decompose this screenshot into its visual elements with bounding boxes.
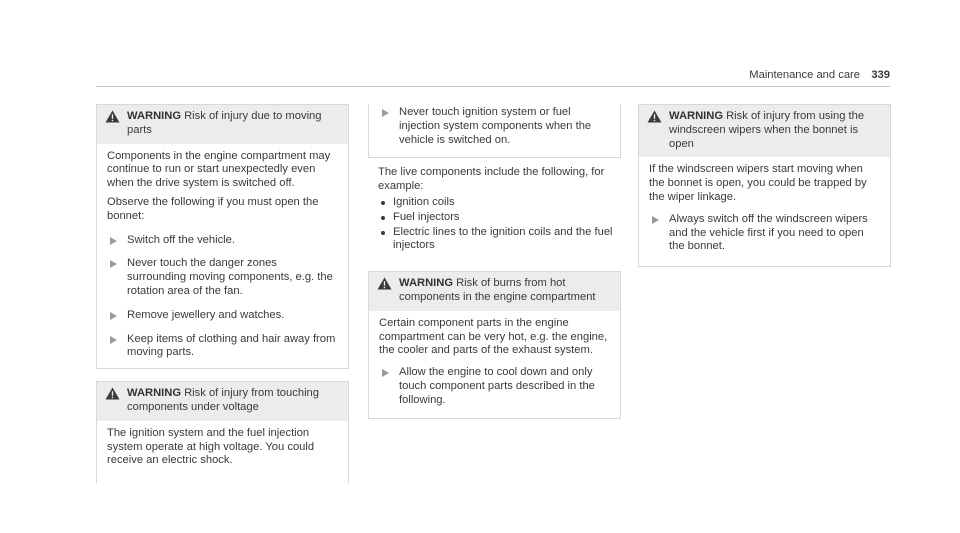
warning-title: Risk of injury from using the windscreen wipers when the bonnet is open [669, 110, 865, 150]
list-item-text: Fuel injectors [393, 210, 460, 223]
column-3 [638, 104, 891, 267]
step-item [107, 333, 338, 361]
arrow-right-icon [110, 260, 117, 268]
step-text: Allow the engine to cool down and only touch component parts described in the following. [399, 366, 595, 406]
warning-hot-components [368, 271, 621, 418]
step-item [379, 106, 610, 147]
list-item-text: Ignition coils [393, 195, 455, 208]
step-text: Never touch the danger zones surrounding moving components, e.g. the rotation area of the fan. [127, 257, 333, 297]
list-item [378, 196, 621, 210]
arrow-right-icon [110, 336, 117, 344]
bullet-dot [381, 231, 385, 235]
warning-word: WARNING [399, 277, 454, 290]
step-text: Always switch off the windscreen wipers and the vehicle first if you need to open the bonnet. [669, 212, 868, 253]
step-item [107, 309, 338, 323]
warning-paragraph: If the windscreen wipers start moving when the bonnet is open, you could be trapped by the wiper linkage. [649, 163, 867, 203]
warning-paragraph: Observe the following if you must open the bonnet: [107, 195, 319, 222]
warning-word: WARNING [127, 387, 182, 400]
arrow-right-icon [652, 216, 659, 224]
bullet-dot [381, 201, 385, 205]
step-text: Switch off the vehicle. [127, 233, 235, 246]
intro-text: The live components include the following, for example: [378, 166, 605, 193]
warning-word: WARNING [127, 110, 182, 122]
warning-title: Risk of injury due to moving parts [127, 110, 322, 136]
page-number: 339 [871, 69, 890, 81]
list-item [378, 226, 621, 254]
warning-word: WARNING [669, 110, 724, 122]
step-item [107, 257, 338, 298]
warning-triangle-icon [105, 387, 120, 400]
page-header [96, 66, 890, 87]
warning-triangle-icon [105, 110, 120, 123]
warning-voltage-continued [368, 104, 621, 158]
list-item [378, 211, 621, 225]
arrow-right-icon [382, 369, 389, 377]
warning-moving-parts [96, 104, 349, 369]
arrow-right-icon [110, 237, 117, 245]
step-item [107, 234, 338, 248]
warning-paragraph: The ignition system and the fuel injection system operate at high voltage. You could receive an electric shock. [107, 426, 315, 467]
step-text: Remove jewellery and watches. [127, 308, 285, 321]
live-components-section [368, 166, 621, 253]
column-1 [96, 104, 349, 483]
warning-paragraph: Certain component parts in the engine compartment can be very hot, e.g. the engine, the cooler and parts of the exhaust system. [379, 316, 608, 357]
warning-title: Risk of injury from touching components under voltage [127, 387, 320, 413]
bullet-dot [381, 216, 385, 220]
step-item [649, 213, 880, 254]
warning-body [639, 157, 890, 266]
step-text: Keep items of clothing and hair away from moving parts. [127, 332, 336, 359]
arrow-right-icon [110, 312, 117, 320]
warning-body [369, 311, 620, 418]
warning-body [97, 421, 348, 483]
warning-windscreen-wipers [638, 104, 891, 267]
section-title: Maintenance and care [749, 69, 860, 81]
warning-paragraph: Components in the engine compartment may continue to run or start unexpectedly even when the drive system is switched off. [107, 149, 331, 190]
warning-title: Risk of burns from hot components in the engine compartment [399, 277, 596, 303]
warning-header [97, 382, 348, 421]
warning-body [97, 144, 348, 369]
arrow-right-icon [382, 109, 389, 117]
step-text: Never touch ignition system or fuel injection system components when the vehicle is switched on. [399, 106, 592, 146]
warning-header [639, 105, 890, 157]
warning-body [369, 104, 620, 157]
warning-triangle-icon [647, 110, 662, 123]
warning-header [97, 105, 348, 144]
list-item-text: Electric lines to the ignition coils and the fuel injectors [393, 225, 613, 252]
warning-header [369, 272, 620, 311]
warning-triangle-icon [377, 277, 392, 290]
warning-voltage [96, 381, 349, 483]
column-2 [368, 104, 621, 419]
step-item [379, 366, 610, 407]
